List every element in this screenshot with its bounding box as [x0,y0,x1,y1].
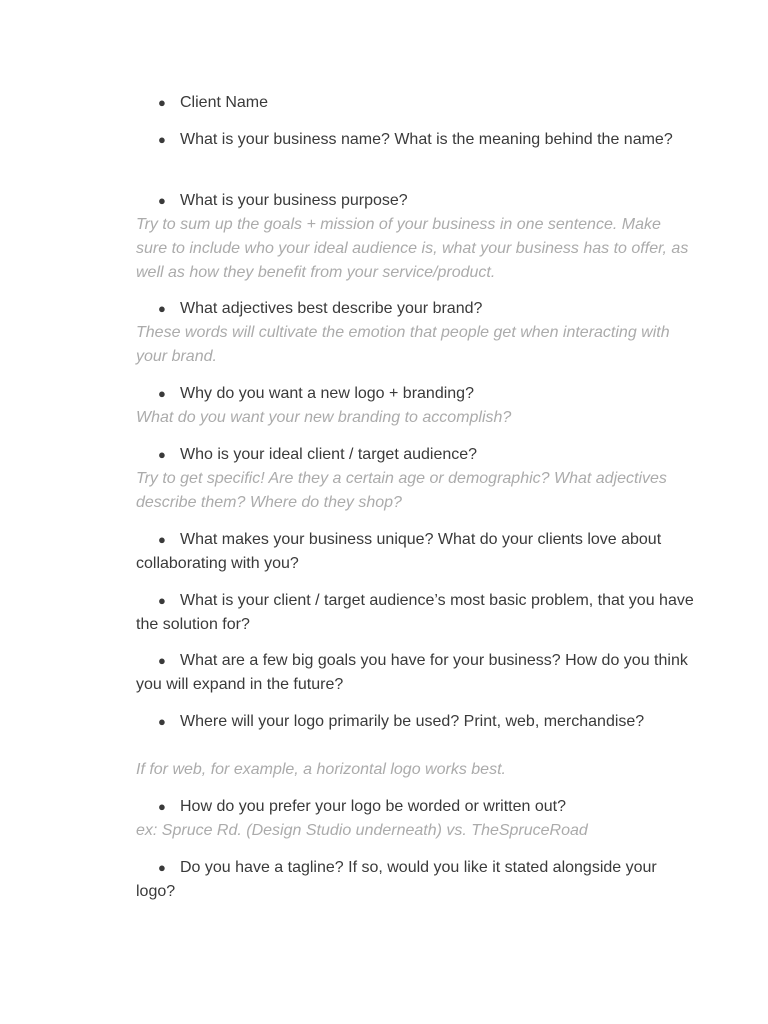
question-ideal-client [136,443,696,467]
hint-ideal-client: Try to get specific! Are they a certain age or demographic? What adjectives describe them? Where do they shop? [136,470,667,511]
bullet-icon: ● [158,714,166,729]
bullet-icon: ● [158,860,166,875]
bullet-icon: ● [158,301,166,316]
question-text: What are a few big goals you have for your business? How do you think you will expand in the future? [136,652,688,693]
question-big-goals [136,649,696,697]
question-text: Where will your logo primarily be used? Print, web, merchandise? [180,713,645,730]
question-text: Who is your ideal client / target audience? [180,446,478,463]
question-business-unique [136,528,696,576]
hint-logo-usage: If for web, for example, a horizontal logo works best. [136,761,506,778]
question-why-new-logo [136,382,696,406]
question-text: What is your business name? What is the meaning behind the name? [180,131,673,148]
hint-brand-adjectives: These words will cultivate the emotion that people get when interacting with your brand. [136,324,670,365]
question-brand-adjectives [136,297,696,321]
question-text: What makes your business unique? What do your clients love about collaborating with you? [136,531,662,572]
question-business-purpose [136,189,696,213]
bullet-icon: ● [158,95,166,110]
question-text: What is your client / target audience’s most basic problem, that you have the solution for? [136,592,694,633]
question-text: How do you prefer your logo be worded or written out? [180,798,566,815]
bullet-icon: ● [158,532,166,547]
bullet-icon: ● [158,593,166,608]
question-text: Client Name [180,94,269,111]
question-text: What is your business purpose? [180,192,408,209]
question-logo-wording [136,795,696,819]
hint-why-new-logo: What do you want your new branding to accomplish? [136,409,512,426]
bullet-icon: ● [158,799,166,814]
question-client-name [136,91,696,115]
question-basic-problem [136,589,696,637]
question-business-name [136,128,696,152]
hint-logo-wording: ex: Spruce Rd. (Design Studio underneath) vs. TheSpruceRoad [136,822,588,839]
bullet-icon: ● [158,653,166,668]
bullet-icon: ● [158,132,166,147]
question-tagline [136,856,696,904]
question-logo-usage [136,710,696,734]
bullet-icon: ● [158,386,166,401]
question-text: What adjectives best describe your brand? [180,300,483,317]
question-text: Do you have a tagline? If so, would you like it stated alongside your logo? [136,859,657,900]
bullet-icon: ● [158,447,166,462]
question-text: Why do you want a new logo + branding? [180,385,474,402]
hint-business-purpose: Try to sum up the goals + mission of your business in one sentence. Make sure to include who your ideal audience is, what your business has to offer, as well as how they benefit from your service/product. [136,216,689,281]
bullet-icon: ● [158,193,166,208]
